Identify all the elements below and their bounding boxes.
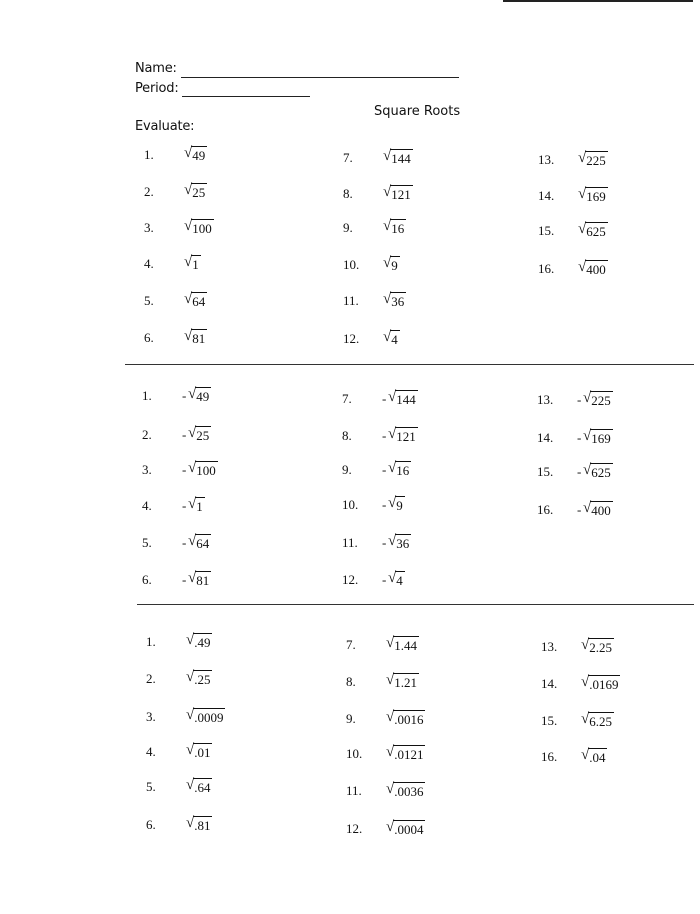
radical-sign-icon: √ <box>386 635 395 651</box>
problem-number: 4. <box>146 744 156 759</box>
negative-sign: - <box>382 535 387 550</box>
radical-sign-icon: √ <box>386 781 395 797</box>
radical-expression <box>577 499 613 519</box>
radical-sign-icon: √ <box>188 425 197 441</box>
radical-sign-icon: √ <box>583 462 592 478</box>
radical-expression <box>383 328 400 348</box>
radical-sign-icon: √ <box>383 329 392 345</box>
square-root <box>581 746 607 766</box>
radicand: 2.25 <box>589 640 612 655</box>
radicand: 625 <box>586 224 606 239</box>
problem-number: 7. <box>342 391 352 406</box>
problem-number: 15. <box>541 713 558 728</box>
square-root <box>578 185 608 205</box>
problem-number: 16. <box>538 261 555 276</box>
radicand: .0121 <box>394 747 424 762</box>
period-blank[interactable] <box>182 96 310 97</box>
negative-sign: - <box>182 427 187 442</box>
square-root <box>186 668 212 688</box>
square-root <box>581 710 614 730</box>
square-root <box>383 254 400 274</box>
radical-expression <box>382 459 411 479</box>
radicand: 1.21 <box>394 675 417 690</box>
negative-sign: - <box>577 430 582 445</box>
radicand: .64 <box>194 780 211 795</box>
problem-number: 13. <box>541 639 558 654</box>
problem-number: 6. <box>146 817 156 832</box>
evaluate-label: Evaluate: <box>135 119 195 134</box>
problem-number: 1. <box>144 147 154 162</box>
problem-number: 14. <box>541 676 558 691</box>
top-edge-rule <box>503 0 693 2</box>
radical-expression <box>383 254 400 274</box>
radical-expression <box>577 389 613 409</box>
radical-expression <box>186 706 225 726</box>
radical-expression <box>386 634 419 654</box>
radical-expression <box>386 780 425 800</box>
radicand: 49 <box>196 389 210 404</box>
radical-expression <box>184 290 207 310</box>
radicand: .04 <box>589 750 606 765</box>
radical-sign-icon: √ <box>386 744 395 760</box>
radical-sign-icon: √ <box>578 221 587 237</box>
radicand: 144 <box>391 151 411 166</box>
square-root <box>386 634 419 654</box>
square-root <box>581 673 620 693</box>
radical-sign-icon: √ <box>581 637 590 653</box>
square-root <box>184 253 201 273</box>
radical-sign-icon: √ <box>578 150 587 166</box>
square-root <box>583 427 613 447</box>
problem-number: 15. <box>537 464 554 479</box>
radical-sign-icon: √ <box>184 182 193 198</box>
square-root <box>581 636 614 656</box>
radical-expression <box>578 149 608 169</box>
radicand: 400 <box>586 262 606 277</box>
radical-expression <box>577 427 613 447</box>
radical-expression <box>578 185 608 205</box>
square-root <box>386 671 419 691</box>
radical-sign-icon: √ <box>383 291 392 307</box>
square-root <box>184 327 207 347</box>
square-root <box>188 424 211 444</box>
problem-number: 12. <box>343 331 360 346</box>
radical-sign-icon: √ <box>383 184 392 200</box>
radicand: 25 <box>196 428 210 443</box>
radical-sign-icon: √ <box>578 186 587 202</box>
radical-expression <box>578 258 608 278</box>
radical-expression <box>383 217 406 237</box>
negative-sign: - <box>577 464 582 479</box>
problem-number: 10. <box>342 497 359 512</box>
radical-expression <box>386 708 425 728</box>
square-root <box>388 532 411 552</box>
radical-sign-icon: √ <box>388 426 397 442</box>
radicand: .0169 <box>589 677 619 692</box>
radical-sign-icon: √ <box>188 570 197 586</box>
negative-sign: - <box>182 462 187 477</box>
radical-expression <box>386 671 419 691</box>
negative-sign: - <box>382 497 387 512</box>
radical-sign-icon: √ <box>388 570 397 586</box>
radical-sign-icon: √ <box>578 259 587 275</box>
problem-number: 9. <box>343 220 353 235</box>
period-label: Period: <box>135 81 179 96</box>
radicand: 25 <box>192 185 206 200</box>
problem-number: 1. <box>146 634 156 649</box>
negative-sign: - <box>577 502 582 517</box>
radical-expression <box>184 327 207 347</box>
square-root <box>184 290 207 310</box>
radical-expression <box>182 459 218 479</box>
radical-expression <box>383 183 413 203</box>
square-root <box>186 814 212 834</box>
radicand: 64 <box>196 536 210 551</box>
square-root <box>578 220 608 240</box>
radical-sign-icon: √ <box>188 386 197 402</box>
radical-expression <box>581 710 614 730</box>
section-divider-1 <box>125 364 694 365</box>
radicand: 100 <box>196 463 216 478</box>
radicand: 121 <box>391 187 411 202</box>
problem-number: 6. <box>142 572 152 587</box>
radicand: 1 <box>192 257 199 272</box>
radicand: 81 <box>192 331 206 346</box>
radical-sign-icon: √ <box>583 428 592 444</box>
radical-sign-icon: √ <box>383 148 392 164</box>
radical-expression <box>382 494 405 514</box>
radical-sign-icon: √ <box>581 711 590 727</box>
square-root <box>186 631 212 651</box>
negative-sign: - <box>182 572 187 587</box>
radicand: 9 <box>396 498 403 513</box>
problem-number: 5. <box>142 535 152 550</box>
problem-number: 11. <box>343 293 359 308</box>
radical-expression <box>581 673 620 693</box>
radicand: .0036 <box>394 784 424 799</box>
square-root <box>386 708 425 728</box>
square-root <box>388 569 405 589</box>
problem-number: 10. <box>346 746 363 761</box>
problem-number: 4. <box>142 498 152 513</box>
negative-sign: - <box>182 535 187 550</box>
radicand: 81 <box>196 573 210 588</box>
radicand: .81 <box>194 818 211 833</box>
radical-sign-icon: √ <box>186 632 195 648</box>
negative-sign: - <box>382 462 387 477</box>
square-root <box>188 532 211 552</box>
radical-expression <box>186 631 212 651</box>
radical-sign-icon: √ <box>388 460 397 476</box>
problem-number: 13. <box>538 152 555 167</box>
problem-number: 16. <box>541 749 558 764</box>
problem-number: 9. <box>346 711 356 726</box>
radicand: 100 <box>192 221 212 236</box>
problem-number: 6. <box>144 330 154 345</box>
problem-number: 2. <box>144 184 154 199</box>
radical-expression <box>186 668 212 688</box>
square-root <box>388 388 418 408</box>
problem-number: 11. <box>342 535 358 550</box>
radical-sign-icon: √ <box>388 495 397 511</box>
problem-number: 8. <box>342 428 352 443</box>
radicand: 1.44 <box>394 638 417 653</box>
radicand: 64 <box>192 294 206 309</box>
radical-expression <box>581 636 614 656</box>
square-root <box>186 706 225 726</box>
problem-number: 14. <box>537 430 554 445</box>
radical-expression <box>581 746 607 766</box>
radical-expression <box>386 743 425 763</box>
radical-sign-icon: √ <box>388 389 397 405</box>
problem-number: 3. <box>146 709 156 724</box>
problem-number: 7. <box>346 637 356 652</box>
radical-sign-icon: √ <box>383 218 392 234</box>
radical-sign-icon: √ <box>583 390 592 406</box>
square-root <box>184 144 207 164</box>
radicand: 225 <box>591 393 611 408</box>
radical-sign-icon: √ <box>184 328 193 344</box>
radical-sign-icon: √ <box>188 496 197 512</box>
square-root <box>583 499 613 519</box>
square-root <box>383 147 413 167</box>
radical-expression <box>184 144 207 164</box>
radicand: .0009 <box>194 710 224 725</box>
square-root <box>186 776 212 796</box>
square-root <box>188 569 211 589</box>
square-root <box>383 290 406 310</box>
problem-number: 5. <box>146 779 156 794</box>
radicand: 225 <box>586 153 606 168</box>
square-root <box>188 459 218 479</box>
problem-number: 11. <box>346 783 362 798</box>
radical-expression <box>386 818 425 838</box>
problem-number: 16. <box>537 502 554 517</box>
radicand: .49 <box>194 635 211 650</box>
radicand: 16 <box>391 221 405 236</box>
problem-number: 12. <box>346 821 363 836</box>
problem-number: 15. <box>538 223 555 238</box>
radical-expression <box>577 461 613 481</box>
problem-number: 7. <box>343 150 353 165</box>
worksheet-title: Square Roots <box>374 104 461 119</box>
radical-sign-icon: √ <box>186 669 195 685</box>
radical-sign-icon: √ <box>581 674 590 690</box>
radicand: 625 <box>591 465 611 480</box>
negative-sign: - <box>182 498 187 513</box>
radical-expression <box>382 425 418 445</box>
radicand: .0004 <box>394 822 424 837</box>
radical-sign-icon: √ <box>188 533 197 549</box>
radicand: 9 <box>391 258 398 273</box>
radical-expression <box>182 532 211 552</box>
radical-expression <box>186 776 212 796</box>
radical-sign-icon: √ <box>388 533 397 549</box>
radical-sign-icon: √ <box>186 742 195 758</box>
square-root <box>383 183 413 203</box>
radical-sign-icon: √ <box>581 747 590 763</box>
problem-number: 8. <box>346 674 356 689</box>
problem-number: 12. <box>342 572 359 587</box>
radicand: 4 <box>391 332 398 347</box>
square-root <box>188 385 211 405</box>
square-root <box>386 780 425 800</box>
radical-expression <box>382 388 418 408</box>
problem-number: 1. <box>142 388 152 403</box>
square-root <box>583 389 613 409</box>
radicand: 400 <box>591 503 611 518</box>
problem-number: 3. <box>142 462 152 477</box>
radicand: 4 <box>396 573 403 588</box>
radical-expression <box>186 814 212 834</box>
radicand: 169 <box>591 431 611 446</box>
radical-sign-icon: √ <box>184 218 193 234</box>
square-root <box>184 181 207 201</box>
problem-number: 2. <box>146 671 156 686</box>
problem-number: 3. <box>144 220 154 235</box>
radical-expression <box>182 424 211 444</box>
square-root <box>186 741 212 761</box>
square-root <box>388 494 405 514</box>
section-divider-2 <box>137 604 694 605</box>
radicand: .0016 <box>394 712 424 727</box>
square-root <box>386 743 425 763</box>
negative-sign: - <box>382 572 387 587</box>
radicand: .25 <box>194 672 211 687</box>
radicand: 144 <box>396 392 416 407</box>
radical-expression <box>578 220 608 240</box>
radicand: 6.25 <box>589 714 612 729</box>
radical-expression <box>382 532 411 552</box>
square-root <box>388 459 411 479</box>
radical-sign-icon: √ <box>186 815 195 831</box>
radicand: 49 <box>192 148 206 163</box>
radicand: 169 <box>586 189 606 204</box>
negative-sign: - <box>182 388 187 403</box>
radical-sign-icon: √ <box>184 291 193 307</box>
problem-number: 9. <box>342 462 352 477</box>
radical-sign-icon: √ <box>386 819 395 835</box>
negative-sign: - <box>577 392 582 407</box>
square-root <box>188 495 205 515</box>
radical-expression <box>184 217 214 237</box>
name-label: Name: <box>135 61 177 76</box>
name-blank[interactable] <box>181 77 459 78</box>
radicand: .01 <box>194 745 211 760</box>
radical-sign-icon: √ <box>386 709 395 725</box>
square-root <box>578 149 608 169</box>
radical-sign-icon: √ <box>184 254 193 270</box>
radical-sign-icon: √ <box>383 255 392 271</box>
radical-sign-icon: √ <box>583 500 592 516</box>
radical-expression <box>184 181 207 201</box>
radical-expression <box>186 741 212 761</box>
problem-number: 14. <box>538 188 555 203</box>
square-root <box>184 217 214 237</box>
radicand: 16 <box>396 463 410 478</box>
radical-expression <box>383 147 413 167</box>
square-root <box>388 425 418 445</box>
square-root <box>383 217 406 237</box>
square-root <box>578 258 608 278</box>
radical-expression <box>184 253 201 273</box>
radicand: 121 <box>396 429 416 444</box>
radical-sign-icon: √ <box>386 672 395 688</box>
radical-expression <box>182 495 205 515</box>
negative-sign: - <box>382 391 387 406</box>
radical-sign-icon: √ <box>186 707 195 723</box>
square-root <box>583 461 613 481</box>
radical-expression <box>182 569 211 589</box>
radical-expression <box>383 290 406 310</box>
problem-number: 13. <box>537 392 554 407</box>
radical-expression <box>182 385 211 405</box>
negative-sign: - <box>382 428 387 443</box>
square-root <box>386 818 425 838</box>
radical-sign-icon: √ <box>184 145 193 161</box>
radicand: 36 <box>391 294 405 309</box>
square-root <box>383 328 400 348</box>
radical-sign-icon: √ <box>186 777 195 793</box>
problem-number: 2. <box>142 427 152 442</box>
radicand: 36 <box>396 536 410 551</box>
problem-number: 8. <box>343 186 353 201</box>
problem-number: 4. <box>144 256 154 271</box>
radical-sign-icon: √ <box>188 460 197 476</box>
radicand: 1 <box>196 499 203 514</box>
radical-expression <box>382 569 405 589</box>
problem-number: 5. <box>144 293 154 308</box>
problem-number: 10. <box>343 257 360 272</box>
